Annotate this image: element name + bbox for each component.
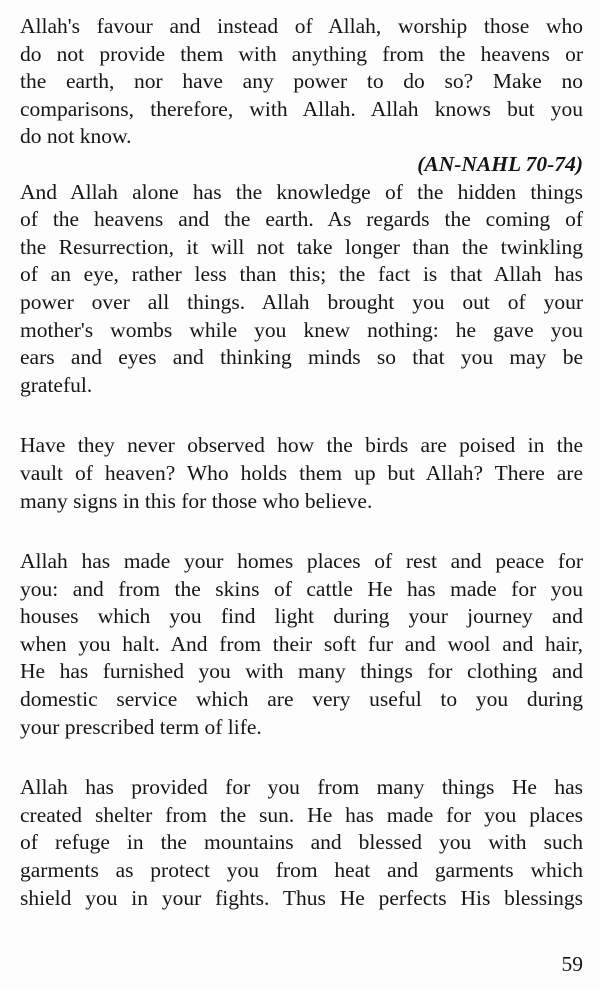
text-line: comparisons, therefore, with Allah. Allah knows but you <box>20 96 583 121</box>
text-line: the Resurrection, it will not take longer than the twinkling <box>20 234 583 259</box>
text-line: your prescribed term of life. <box>20 714 262 739</box>
text-line: vault of heaven? Who holds them up but Allah? There are <box>20 460 583 485</box>
text-line: created shelter from the sun. He has made for you places <box>20 802 583 827</box>
text-line: grateful. <box>20 372 93 397</box>
text-line: of an eye, rather less than this; the fact is that Allah has <box>20 262 583 287</box>
page-number: 59 <box>561 952 583 976</box>
text-line: Allah has provided for you from many things He has <box>20 775 583 800</box>
paragraph <box>20 179 583 400</box>
text-line: shield you in your fights. Thus He perfects His blessings <box>20 885 583 910</box>
text-line: domestic service which are very useful to you during <box>20 687 583 712</box>
text-line: Have they never observed how the birds are poised in the <box>20 433 583 458</box>
surah-citation: (AN-NAHL 70-74) <box>417 151 583 176</box>
text-line: when you halt. And from their soft fur and wool and hair, <box>20 631 583 656</box>
text-line: many signs in this for those who believe. <box>20 488 373 513</box>
text-line: the earth, nor have any power to do so? Make no <box>20 69 583 94</box>
text-line: do not provide them with anything from the heavens or <box>20 41 583 66</box>
text-line: And Allah alone has the knowledge of the hidden things <box>20 179 583 204</box>
text-line: of the heavens and the earth. As regards the coming of <box>20 207 583 232</box>
paragraph <box>20 432 583 515</box>
text-line: you: and from the skins of cattle He has made for you <box>20 576 583 601</box>
text-line: He has furnished you with many things for clothing and <box>20 659 583 684</box>
text-line: garments as protect you from heat and garments which <box>20 858 583 883</box>
text-line: houses which you find light during your journey and <box>20 604 583 629</box>
paragraph <box>20 548 583 741</box>
text-line: of refuge in the mountains and blessed you with such <box>20 830 583 855</box>
text-line: mother's wombs while you knew nothing: he gave you <box>20 317 583 342</box>
text-line: Allah has made your homes places of rest and peace for <box>20 549 583 574</box>
text-line: do not know. <box>20 124 132 149</box>
text-line: Allah's favour and instead of Allah, worship those who <box>20 14 583 38</box>
paragraph <box>20 13 583 151</box>
text-line: power over all things. Allah brought you out of your <box>20 289 583 314</box>
paragraph <box>20 774 583 912</box>
text-line: ears and eyes and thinking minds so that you may be <box>20 345 583 370</box>
